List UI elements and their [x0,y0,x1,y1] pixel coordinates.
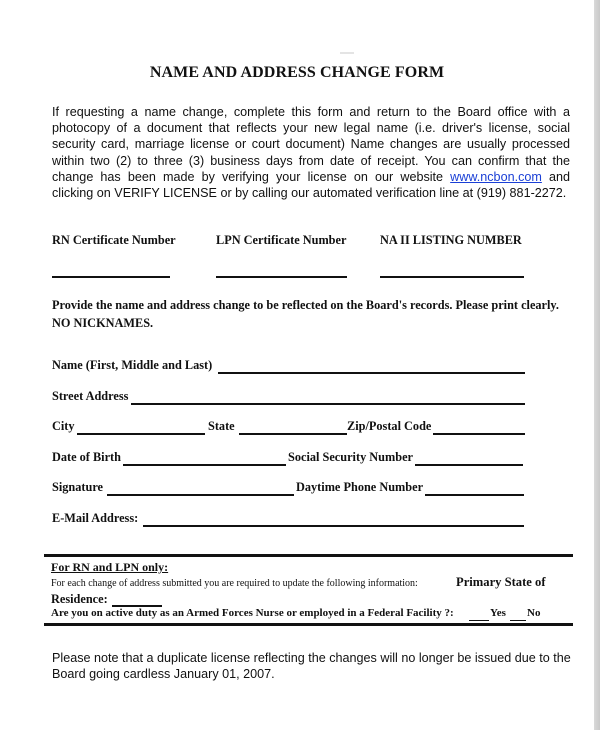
rn-lpn-section [44,554,573,626]
ssn-label: Social Security Number [288,450,414,464]
intro-text: If requesting a name change, complete this form and return to the Board office with a photocopy of a document that reflects your new legal name (i.e. driver's license, social security card, marriage license or court document) Name changes are usually processed within two (2) to three (3) business days from date of receipt. You can confirm that the change has been made by verifying your license on our website [52,105,570,184]
intro-tail: and clicking on VERIFY LICENSE or by calling our automated verification line at (919) 881-2272. [52,169,570,201]
city-field[interactable] [77,433,205,435]
rn-certificate-field[interactable] [52,276,170,278]
signature-label: Signature [52,480,104,494]
residence-label: Residence: [51,592,108,606]
ssn-field[interactable] [415,464,523,466]
dob-label: Date of Birth [52,450,121,464]
na-listing-label: NA II LISTING NUMBER [380,233,522,247]
no-option: No [527,607,541,619]
intro-paragraph [52,104,570,201]
instructions-text: Provide the name and address change to be reflected on the Board's records. Please print clearly. NO NICKNAMES. [52,298,559,330]
active-duty-question: Are you on active duty as an Armed Forces Nurse or employed in a Federal Facility ?: [51,607,454,619]
address-change-text: For each change of address submitted you are required to update the following information: [51,578,418,589]
zip-field[interactable] [433,433,525,435]
signature-field[interactable] [107,494,294,496]
rn-lpn-heading: For RN and LPN only: [51,560,169,574]
city-label: City [52,419,75,433]
email-label: E-Mail Address: [52,511,139,525]
form-title: NAME AND ADDRESS CHANGE FORM [149,64,445,81]
footer-note: Please note that a duplicate license reflecting the changes will no longer be issued due to the Board going cardless January 01, 2007. [52,651,571,682]
state-field[interactable] [239,433,347,435]
website-link[interactable]: www.ncbon.com [450,169,542,184]
no-blank[interactable] [510,620,526,621]
lpn-certificate-label: LPN Certificate Number [216,233,347,247]
daytime-phone-field[interactable] [425,494,524,496]
lpn-certificate-field[interactable] [216,276,347,278]
street-address-field[interactable] [131,403,525,405]
page-edge [594,0,600,730]
state-label: State [208,419,235,433]
yes-blank[interactable] [469,620,489,621]
na-listing-field[interactable] [380,276,524,278]
name-label: Name (First, Middle and Last) [52,358,213,372]
primary-state-label: Primary State of [456,575,546,589]
daytime-phone-label: Daytime Phone Number [296,480,424,494]
dob-field[interactable] [123,464,286,466]
scan-mark [340,52,354,54]
name-field[interactable] [218,372,525,374]
yes-option: Yes [490,607,506,619]
email-field[interactable] [143,525,524,527]
zip-label: Zip/Postal Code [347,419,432,433]
street-address-label: Street Address [52,389,129,403]
rn-certificate-label: RN Certificate Number [52,233,176,247]
